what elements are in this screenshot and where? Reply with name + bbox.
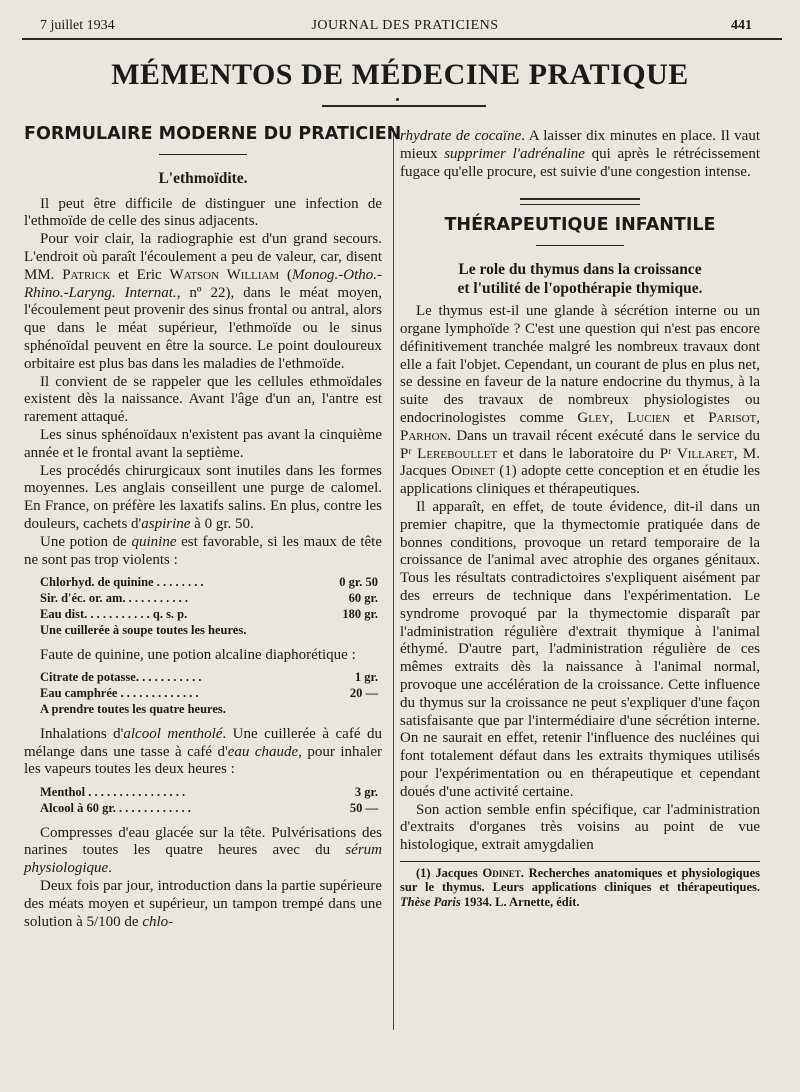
text: Son action semble enfin spécifique, car l'administration d'extraits d'organes très voisins au point de vue histologique, extrait amygdalien [400,801,760,854]
author-name: Watson William [169,266,280,283]
author-name: Odinet [451,463,495,480]
drug-name: aspirine [141,515,191,532]
section-rule [536,245,624,246]
paragraph-continued [400,128,760,181]
dose: 1 gr. [354,670,378,685]
prescription-line [40,591,378,607]
paragraph [24,374,382,427]
prescription-inhalation [24,785,382,817]
text: ( [279,266,292,283]
prescription-potion-alcaline [24,670,382,717]
text: Une potion de [40,533,132,550]
prescription-note: A prendre toutes les quatre heures. [40,701,226,716]
running-head [40,14,770,36]
text: 1934. L. Arnette, édit. [460,894,580,909]
ingredient: Eau dist. . . . . . . . . . . q. s. p. [40,606,188,621]
paragraph [400,802,760,855]
prescription-quinine [24,575,382,638]
text: Il peut être difficile de distinguer une infection de l'ethmoïde de celle des sinus adjacents. [24,195,382,230]
dose: 60 gr. [348,591,378,606]
ingredient: Eau camphrée . . . . . . . . . . . . . [40,686,199,701]
text: Compresses d'eau glacée sur la tête. Pulvérisations des narines toutes les quatre heures avec du [24,824,382,859]
paragraph [400,303,760,499]
paragraph [24,196,382,232]
section-title-formulaire: FORMULAIRE MODERNE DU PRATICIEN [24,124,402,144]
prescription-line [40,785,378,801]
text: , M. Jacques [400,445,760,480]
text: Il convient de se rappeler que les cellules ethmoïdales existent dès la naissance. Avant l'âge d'un an, l'antre est rarement attaqué. [24,373,382,426]
remedy-name: supprimer l'adrénaline [444,145,585,162]
text: , nº 22), dans le méat moyen, l'écoulement peut provenir des sinus frontal ou antral, alors que dans le méat supérieur, l'ethmoïde ou le sinus sphénoïdal peuvent en être la source. Le point douloureux orbitaire est plus bas dans les maladies de l'ethmoïde. [24,284,382,372]
text: . A laisser dix minutes en place. Il vaut mieux [400,128,761,162]
prescription-line [40,607,378,623]
dose: 180 gr. [342,606,378,621]
author-name: Gley [577,409,610,426]
remedy-name: alcool mentholé [123,725,223,742]
article-title-line: Le role du thymus dans la croissance [458,261,702,279]
author-name: Patrick [62,266,111,283]
ingredient: Menthol . . . . . . . . . . . . . . . . [40,785,186,800]
author-name: Parhon [400,427,448,444]
text: . [108,860,112,877]
text: est favorable, si les maux de tête ne sont pas trop violents : [24,533,382,568]
article-title-ethmoidite: L'ethmoïdite. [158,169,248,187]
paragraph [24,231,382,373]
left-column [24,124,402,931]
dose: 0 gr. 50 [339,575,378,590]
text: Le thymus est-il une glande à sécrétion interne ou un organe lymphoïde ? C'est une question qui n'est pas encore définitivement tranchée malgré les nombreux travaux dont elle a fait l'objet. Cependant, un courant de plus en plus net, se dessine en faveur de la nature endocrine du thymus, à la suite des travaux de nombreux physiologistes ou endocrinologistes comme [400,303,760,426]
ingredient: Alcool à 60 gr. . . . . . . . . . . . . [40,800,191,815]
text: , [609,409,628,426]
text: Inhalations d' [40,725,124,742]
author-name: Parisot [708,409,757,426]
text: Pour voir clair, la radiographie est d'un grand secours. L'endroit où paraît l'écoulement a peu de valeur, car, disent MM. [24,231,382,283]
paragraph [24,427,382,463]
text: Il apparaît, en effet, de toute évidence, dit-il dans un premier chapitre, que la thymectomie pratiquée dans de bonnes conditions, provoque un retard temporaire de la croissance de l'animal avec atrophie des organes génitaux. Tous les résultats contradictoires s'expliquent aisément par des erreurs de technique dans l'expérimentation. Le syndrome provoqué par la thymectomie disparaît par l'administration régulière d'extrait thymique à l'animal éthymé. D'autre part, l'administration régulière de ces mêmes extraits dès la naissance à l'animal normal, provoque une accélération de la croissance. Cette influence du thymus sur la croissance ne peut s'expliquer d'une façon satisfaisante que par l'intermédiaire d'une sécrétion interne. On ne saurait en effet, retenir l'influence des nucléines qui font totalement défaut dans les extraits thymiques utilisés pour l'expérimentation ou en thérapeutique et cependant doués d'une activité certaine. [400,498,760,800]
paragraph [24,534,382,570]
paragraph [24,726,382,779]
text: à 0 gr. 50. [190,515,254,532]
text: et Eric [110,266,170,283]
paragraph [24,825,382,878]
title-rule [322,105,486,107]
section-title-therapeutique: THÉRAPEUTIQUE INFANTILE [444,215,716,236]
text: Deux fois par jour, introduction dans la partie supérieure des méats moyen et supérieur, un tampon trempé dans une solution à 5/100 de [24,878,382,930]
header-rule [22,38,782,40]
issue-date: 7 juillet 1934 [40,18,115,33]
dose: 3 gr. [354,785,378,800]
ingredient: Sir. d'éc. or. am. . . . . . . . . . . [40,591,189,606]
author-name: Lereboullet [417,445,498,462]
author-name: Villaret [676,445,734,462]
remedy-name: eau chaude [227,743,299,760]
page-number: 441 [731,18,752,33]
column-divider [393,128,394,1030]
author-name: Odinet [482,865,521,880]
page-title: MÉMENTOS DE MÉDECINE PRATIQUE [111,58,689,91]
prescription-line [40,670,378,686]
author-name: Lucien [627,409,670,426]
section-rule [159,154,247,155]
remedy-name: chlo- [142,913,174,930]
paragraph [24,463,382,534]
prescription-line [40,686,378,702]
article-title-thymus [400,260,760,298]
footnote [400,866,760,910]
ingredient: Chlorhyd. de quinine . . . . . . . . [40,575,204,590]
journal-name: JOURNAL DES PRATICIENS [311,18,499,33]
text: , [756,409,761,426]
reference: Monog.-Otho.-Rhino.-Laryng. Internat. [24,266,382,301]
prescription-line [40,801,378,817]
ornament-dot [396,98,399,101]
text: Faute de quinine, une potion alcaline diaphorétique : [40,646,356,663]
text: . Dans un travail récent exécuté dans le service du Pʳ [400,427,760,462]
text: qui après le rétrécissement fugace qu'elle procure, est suivie d'une congestion intense. [400,145,760,180]
footnote-rule [400,861,760,862]
prescription-line [40,575,378,591]
text: (1) adopte cette conception et en étudie les applications cliniques et thérapeutiques. [400,463,760,498]
reference: Thèse Paris [400,894,461,909]
ingredient: Citrate de potasse. . . . . . . . . . . [40,670,202,685]
text: Les sinus sphénoïdaux n'existent pas avant la cinquième année et le frontal avant la septième. [24,426,382,461]
text: et [669,409,709,426]
remedy-name: sérum physiologique [24,842,382,877]
text: . Une cuillerée à café du mélange dans une tasse à café d' [24,725,382,760]
text: , pour inhaler les vapeurs toutes les deux heures : [24,743,382,778]
section-rule [520,198,640,205]
paragraph [400,499,760,802]
dose: 50 — [349,800,378,815]
paragraph [24,647,382,665]
text: Les procédés chirurgicaux sont inutiles dans les formes moyennes. Les anglais conseillent une purge de calomel. En France, on préfère les laxatifs salins. En plus, contre les douleurs, cachets d' [24,462,382,532]
dose: 20 — [349,686,378,701]
prescription-note: Une cuillerée à soupe toutes les heures. [40,622,247,637]
right-column [400,124,760,909]
drug-name: rhydrate de cocaïne [400,128,522,144]
paragraph [24,878,382,931]
text: . Recherches anatomiques et physiologiques sur le thymus. Leurs applications cliniques et thérapeutiques. [400,865,760,895]
article-title-line: et l'utilité de l'opothérapie thymique. [457,280,703,298]
text: (1) Jacques [416,865,483,880]
drug-name: quinine [131,533,177,550]
text: et dans le laboratoire du Pʳ [497,445,677,462]
